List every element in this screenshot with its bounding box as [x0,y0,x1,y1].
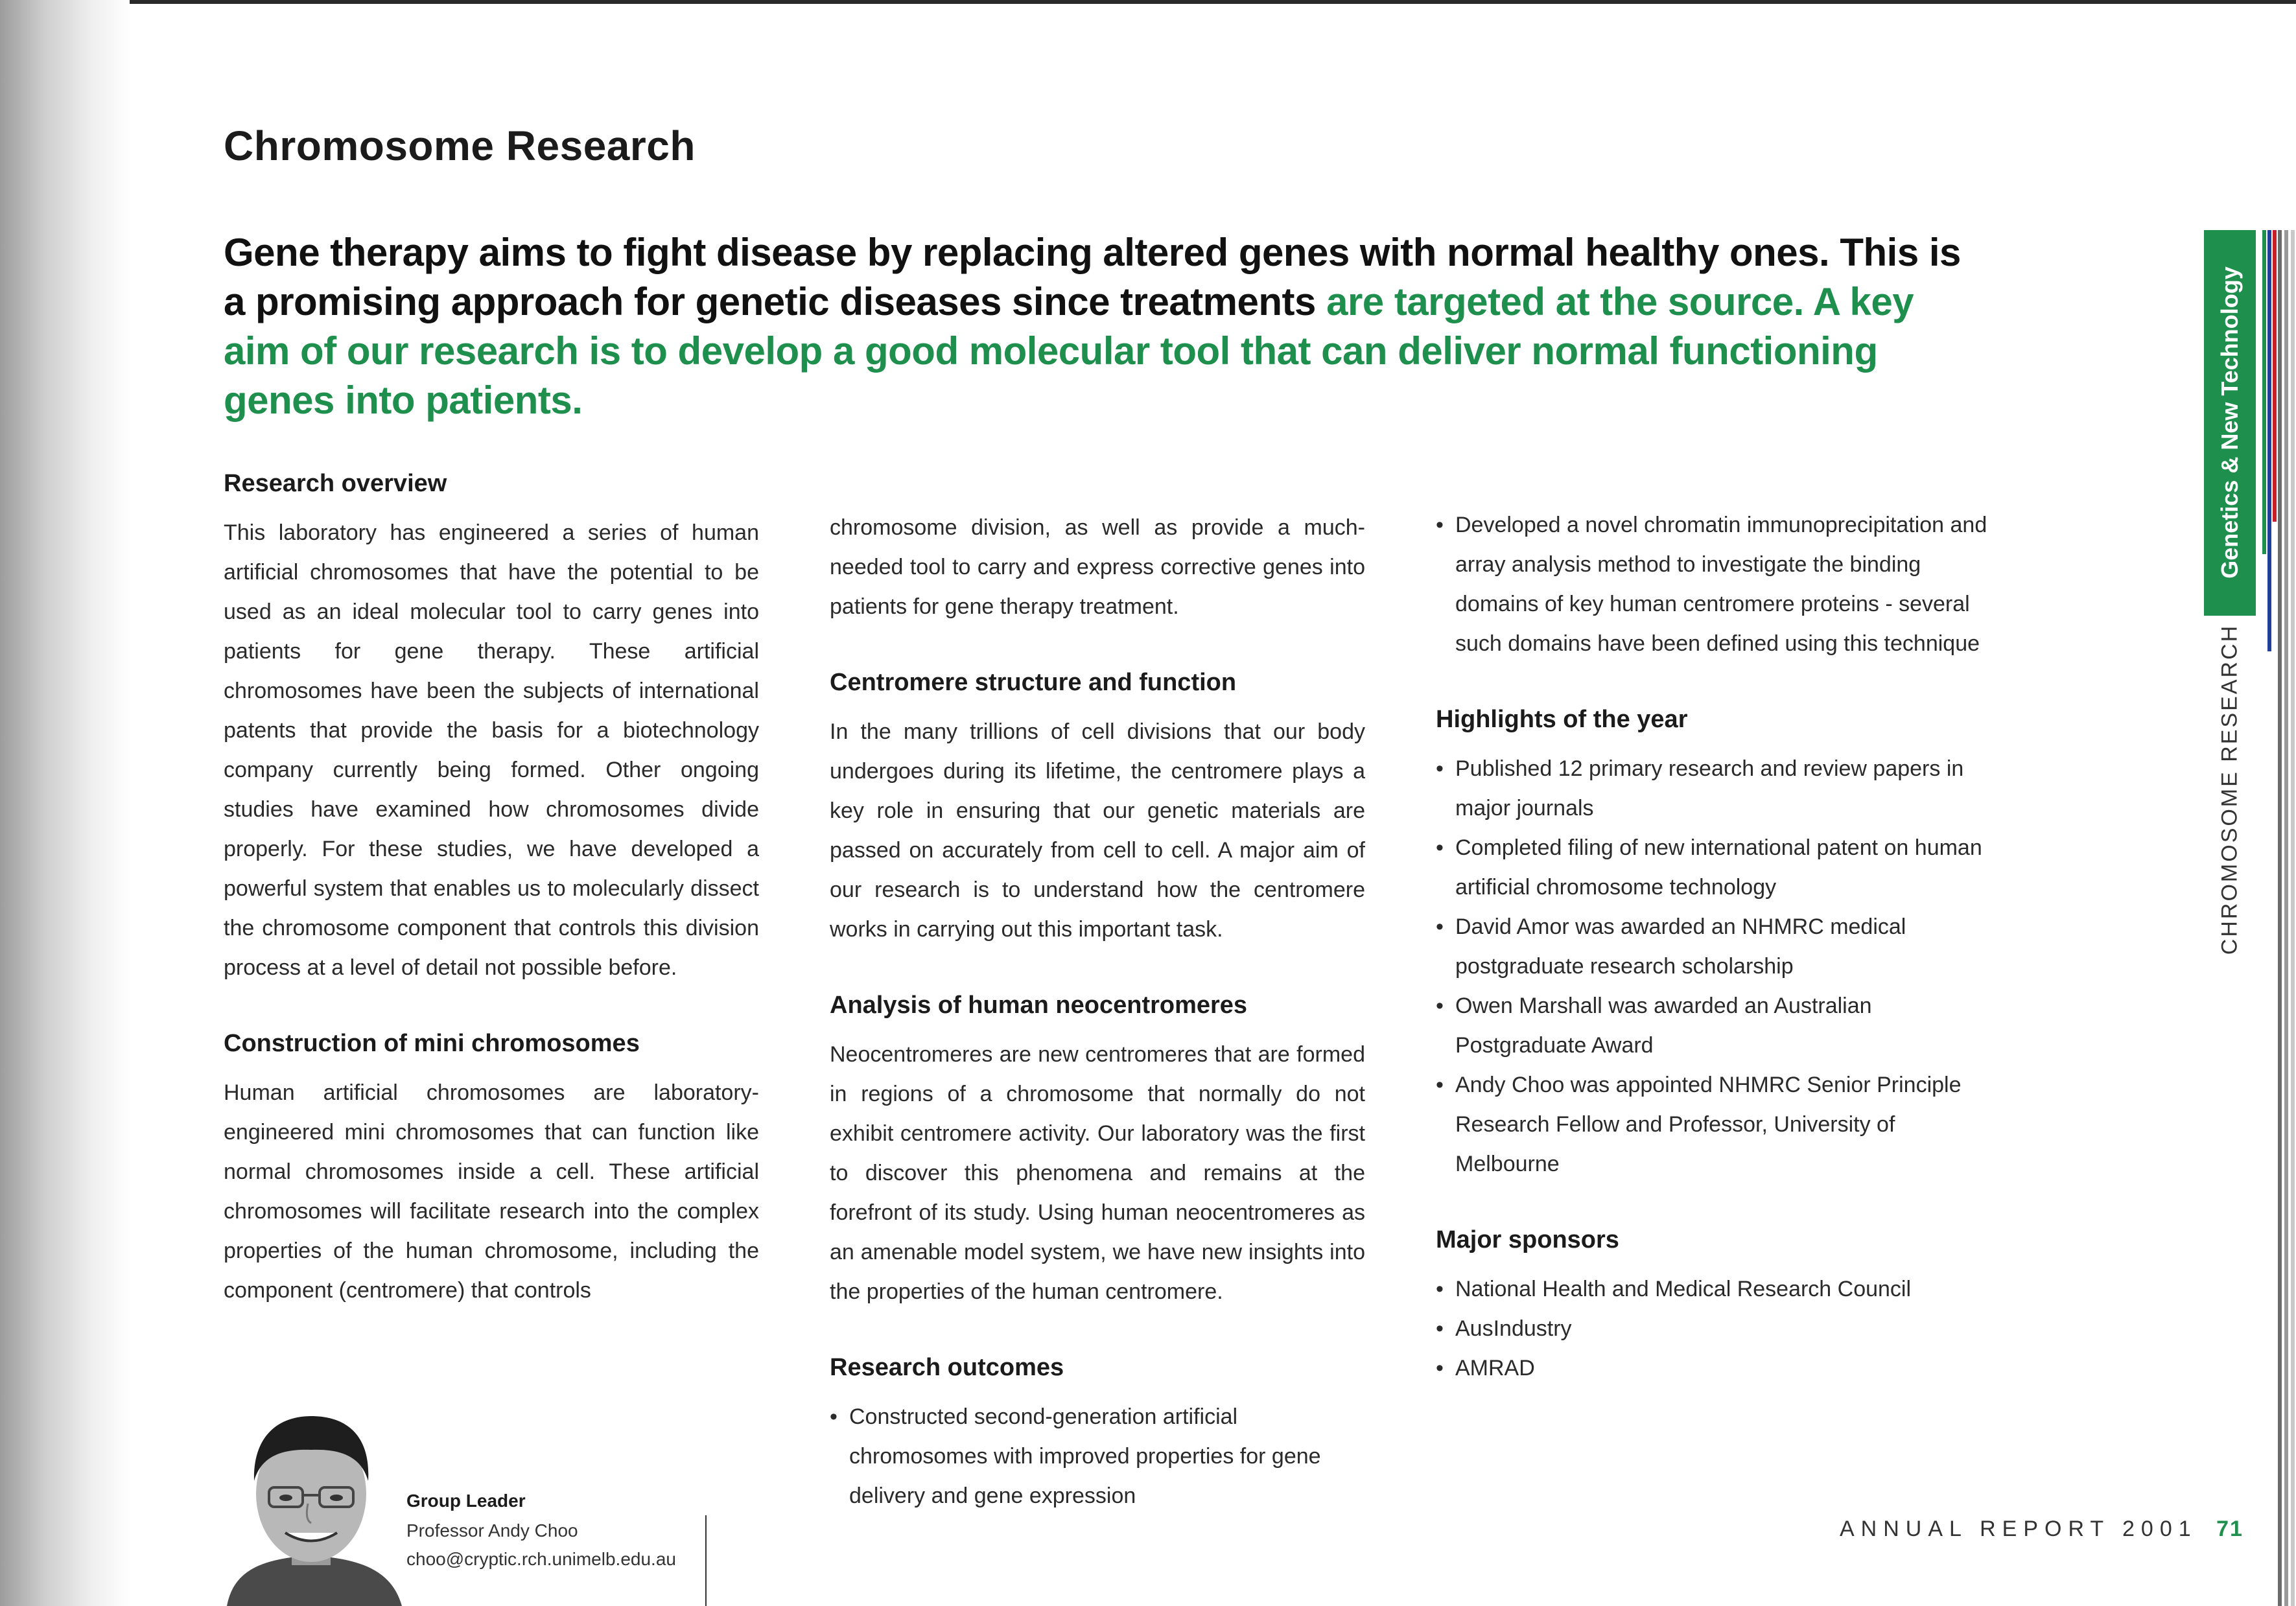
group-leader-info [406,1491,676,1577]
book-gutter-shadow [0,0,130,1606]
page-footer [1840,1517,2243,1542]
group-leader-role: Group Leader [406,1491,526,1511]
annual-report-label: ANNUAL REPORT 2001 [1840,1517,2197,1541]
chapter-side-label: CHROMOSOME RESEARCH [2217,623,2242,955]
page-top-edge [0,0,2296,4]
page-number: 71 [2216,1517,2243,1541]
list-item: • Developed a novel chromatin immunoprecipitation and array analysis method to investigate the binding domains of key human centromere proteins - several such domains have been defined using this technique [1436,506,1993,664]
bullet: • [830,1404,838,1429]
bullet: • [1436,914,1444,939]
bullet: • [1436,994,1444,1018]
page-title: Chromosome Research [224,122,696,169]
intro-green-text: are targeted at the source. A key aim of our research is to develop a good molecular tool that can deliver normal functioning genes into patients. [224,280,1914,422]
list-item: • David Amor was awarded an NHMRC medical postgraduate research scholarship [1436,907,1993,986]
sponsors-heading: Major sponsors [1436,1226,1619,1253]
outcomes-list [830,1397,1365,1516]
list-item: • Owen Marshall was awarded an Australian Postgraduate Award [1436,986,1993,1065]
list-item: • AusIndustry [1436,1309,1993,1349]
intro-black-text: Gene therapy aims to fight disease by replacing altered genes with normal healthy ones. This is a promising approach for genetic diseases since treatments [224,231,1961,323]
list-item: • AMRAD [1436,1349,1993,1388]
bullet: • [1436,513,1444,537]
bullet: • [1436,1356,1444,1380]
neocentromeres-text: Neocentromeres are new centromeres that are formed in regions of a chromosome that normally do not exhibit centromere activity. Our laboratory was the first to discover this phenomena and remains at the forefront of its study. Using human neocentromeres as an amenable model system, we have new insights into the properties of the human centromere. [830,1042,1365,1304]
centromere-text: In the many trillions of cell divisions that our body undergoes during its lifetime, the centromere plays a key role in ensuring that our genetic materials are passed on accurately from cell to cell. A major aim of our research is to understand how the centromere works in carrying out this important task. [830,719,1365,942]
list-item: • Published 12 primary research and review papers in major journals [1436,749,1993,828]
highlights-list [1436,749,1993,1184]
sponsors-list [1436,1270,1993,1388]
page-edge-stripes [2262,230,2296,1606]
highlights-heading: Highlights of the year [1436,706,1688,733]
outcomes-list-continued [1436,506,1993,664]
list-item: • Andy Choo was appointed NHMRC Senior Principle Research Fellow and Professor, University of Melbourne [1436,1065,1993,1184]
research-overview-heading: Research overview [224,470,447,497]
continued-text: chromosome division, as well as provide a much-needed tool to carry and express corrective genes into patients for gene therapy treatment. [830,515,1365,619]
bullet: • [1436,1316,1444,1341]
group-leader-name: Professor Andy Choo [406,1520,578,1541]
section-tab-label: Genetics & New Technology [2216,266,2243,579]
bullet: • [1436,1277,1444,1301]
bullet: • [1436,835,1444,860]
leader-divider [705,1515,707,1606]
mini-chromosomes-text: Human artificial chromosomes are laboratory-engineered mini chromosomes that can function like normal chromosomes inside a cell. These artificial chromosomes will facilitate research into the complex properties of the human chromosome, including the component (centromere) that controls [224,1080,759,1303]
neocentromeres-heading: Analysis of human neocentromeres [830,992,1248,1019]
list-item: • Constructed second-generation artificial chromosomes with improved properties for gene delivery and gene expression [830,1397,1365,1516]
list-item: • National Health and Medical Research Council [1436,1270,1993,1309]
intro-statement [224,228,1974,425]
mini-chromosomes-heading: Construction of mini chromosomes [224,1030,640,1057]
column-2 [830,467,1365,1555]
bullet: • [1436,756,1444,781]
research-outcomes-heading: Research outcomes [830,1354,1064,1381]
column-3 [1436,467,1993,1427]
group-leader-email[interactable]: choo@cryptic.rch.unimelb.edu.au [406,1549,676,1569]
column-1 [224,467,759,1349]
group-leader-portrait [214,1397,408,1606]
bullet: • [1436,1073,1444,1097]
research-overview-text: This laboratory has engineered a series of human artificial chromosomes that have the potential to be used as an ideal molecular tool to carry genes into patients for gene therapy. These artificial chromosomes have been the subjects of international patents that provide the basis for a biotechnology company currently being formed. Other ongoing studies have examined how chromosomes divide properly. For these studies, we have developed a powerful system that enables us to molecularly dissect the chromosome component that controls this division process at a level of detail not possible before. [224,520,759,980]
centromere-heading: Centromere structure and function [830,669,1237,696]
list-item: • Completed filing of new international patent on human artificial chromosome technology [1436,828,1993,907]
